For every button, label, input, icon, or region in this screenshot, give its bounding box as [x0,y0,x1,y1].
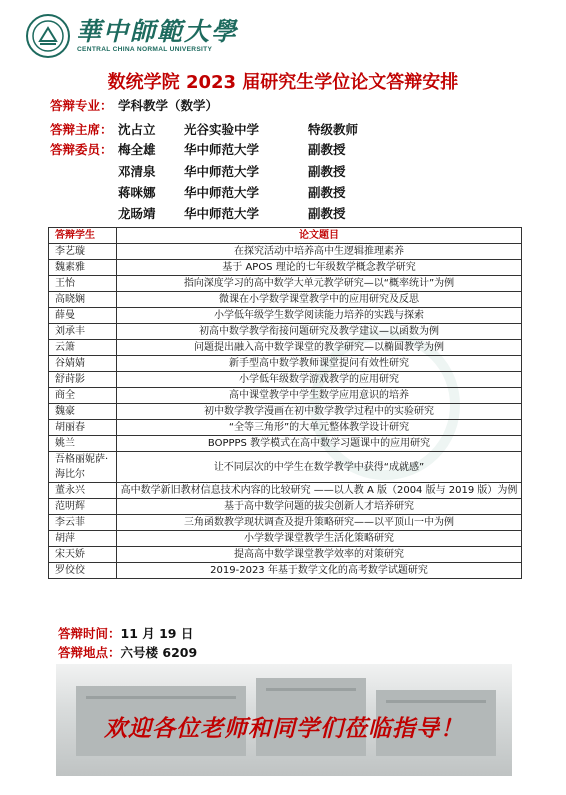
place-label: 答辩地点： [58,645,121,660]
thesis-title: 2019-2023 年基于数学文化的高考数学试题研究 [117,563,522,579]
committee-member-name: 梅全雄 [118,142,156,157]
student-name: 李云菲 [49,515,117,531]
time-label: 答辩时间： [58,626,121,641]
page-title: 数统学院 2023 届研究生学位论文答辩安排 [107,72,459,93]
thesis-title: 小学低年级数学游戏教学的应用研究 [117,372,522,388]
table-row [49,340,522,356]
thesis-title: 新手型高中数学教师课堂提问有效性研究 [117,356,522,372]
major-label: 答辩专业： [50,98,113,113]
place-value: 六号楼 6209 [120,645,198,660]
student-name: 薛曼 [49,308,117,324]
thesis-title: 初高中数学教学衔接问题研究及教学建议—以函数为例 [117,324,522,340]
table-header-row [49,228,522,244]
table-row [49,372,522,388]
thesis-title: 问题提出融入高中数学课堂的教学研究—以椭圆教学为例 [117,340,522,356]
thesis-title: “全等三角形”的大单元整体教学设计研究 [117,420,522,436]
table-row [49,531,522,547]
student-name: 云箫 [49,340,117,356]
defense-place [58,643,197,661]
table-row [49,404,522,420]
window-row [86,696,236,699]
student-name: 范明辉 [49,499,117,515]
major-value: 学科教学（数学） [118,98,219,113]
thesis-title: 三角函数教学现状调查及提升策略研究——以平顶山一中为例 [117,515,522,531]
window-row [266,688,356,691]
table-row [49,515,522,531]
table-row [49,356,522,372]
table-row [49,420,522,436]
student-name: 魏豪 [49,404,117,420]
student-name: 宋天娇 [49,547,117,563]
student-name: 谷婧婧 [49,356,117,372]
major-line [50,96,219,114]
thesis-title: 让不同层次的中学生在数学教学中获得“成就感” [117,452,522,483]
thesis-title: 高中课堂教学中学生数学应用意识的培养 [117,388,522,404]
table-row [49,260,522,276]
committee-member-rank: 副教授 [308,164,346,179]
table-row [49,276,522,292]
defense-schedule-table [48,227,522,579]
thesis-title: BOPPPS 教学模式在高中数学习题课中的应用研究 [117,436,522,452]
student-name: 商全 [49,388,117,404]
student-name: 罗佼佼 [49,563,117,579]
thesis-title: 小学低年级学生数学阅读能力培养的实践与探索 [117,308,522,324]
table-row [49,388,522,404]
student-name: 王怡 [49,276,117,292]
committee-member-affiliation: 华中师范大学 [184,164,260,179]
table-row [49,436,522,452]
chair-affiliation: 光谷实验中学 [184,122,260,137]
committee-label: 答辩委员： [50,142,113,157]
committee-member-line [50,140,346,158]
table-row [49,308,522,324]
student-name: 刘承丰 [49,324,117,340]
thesis-title: 微课在小学数学课堂教学中的应用研究及反思 [117,292,522,308]
table-row [49,244,522,260]
campus-banner [56,664,512,776]
table-row [49,452,522,483]
committee-member-name: 龙旸靖 [118,206,156,221]
chair-line [50,120,359,138]
committee-member-affiliation: 华中师范大学 [184,206,260,221]
defense-time [58,624,193,642]
thesis-title: 指向深度学习的高中数学大单元教学研究—以“概率统计”为例 [117,276,522,292]
student-name: 姚兰 [49,436,117,452]
window-row [386,700,486,703]
university-emblem-icon [26,14,70,58]
committee-member-name: 邓清泉 [118,164,156,179]
chair-label: 答辩主席： [50,122,113,137]
table-row [49,563,522,579]
student-name: 胡萍 [49,531,117,547]
thesis-title: 初中数学教学漫画在初中数学教学过程中的实验研究 [117,404,522,420]
table-row [49,499,522,515]
thesis-title: 基于高中数学问题的拔尖创新人才培养研究 [117,499,522,515]
table-row [49,324,522,340]
committee-member-rank: 副教授 [308,142,346,157]
time-value: 11 月 19 日 [120,626,194,641]
committee-member-affiliation: 华中师范大学 [184,185,260,200]
student-name: 高晓娴 [49,292,117,308]
university-name-cn: 華中師範大學 [76,17,239,46]
student-name: 李艺璇 [49,244,117,260]
chair-name: 沈占立 [118,122,156,137]
chair-rank: 特级教师 [308,122,359,137]
student-name: 吾格丽妮萨·海比尔 [49,452,117,483]
thesis-title: 在探究活动中培养高中生逻辑推理素养 [117,244,522,260]
student-name: 魏素雅 [49,260,117,276]
committee-member-rank: 副教授 [308,185,346,200]
thesis-title: 基于 APOS 理论的七年级数学概念教学研究 [117,260,522,276]
thesis-title: 提高高中数学课堂教学效率的对策研究 [117,547,522,563]
welcome-slogan: 欢迎各位老师和同学们莅临指导！ [104,716,464,742]
committee-member-affiliation: 华中师范大学 [184,142,260,157]
table-row [49,547,522,563]
thesis-title: 小学数学课堂教学生活化策略研究 [117,531,522,547]
student-name: 舒莳影 [49,372,117,388]
thesis-title: 高中数学新旧教材信息技术内容的比较研究 ——以人教 A 版（2004 版与 2019 版）为例 [117,483,522,499]
student-name: 胡丽春 [49,420,117,436]
student-name: 董永兴 [49,483,117,499]
table-row [49,292,522,308]
letterhead [0,0,566,62]
committee-member-name: 蒋咪娜 [118,185,156,200]
committee-member-rank: 副教授 [308,206,346,221]
column-header-student: 答辩学生 [49,228,117,244]
table-row [49,483,522,499]
column-header-thesis: 论文题目 [117,228,522,244]
university-name-en: CENTRAL CHINA NORMAL UNIVERSITY [77,46,213,53]
